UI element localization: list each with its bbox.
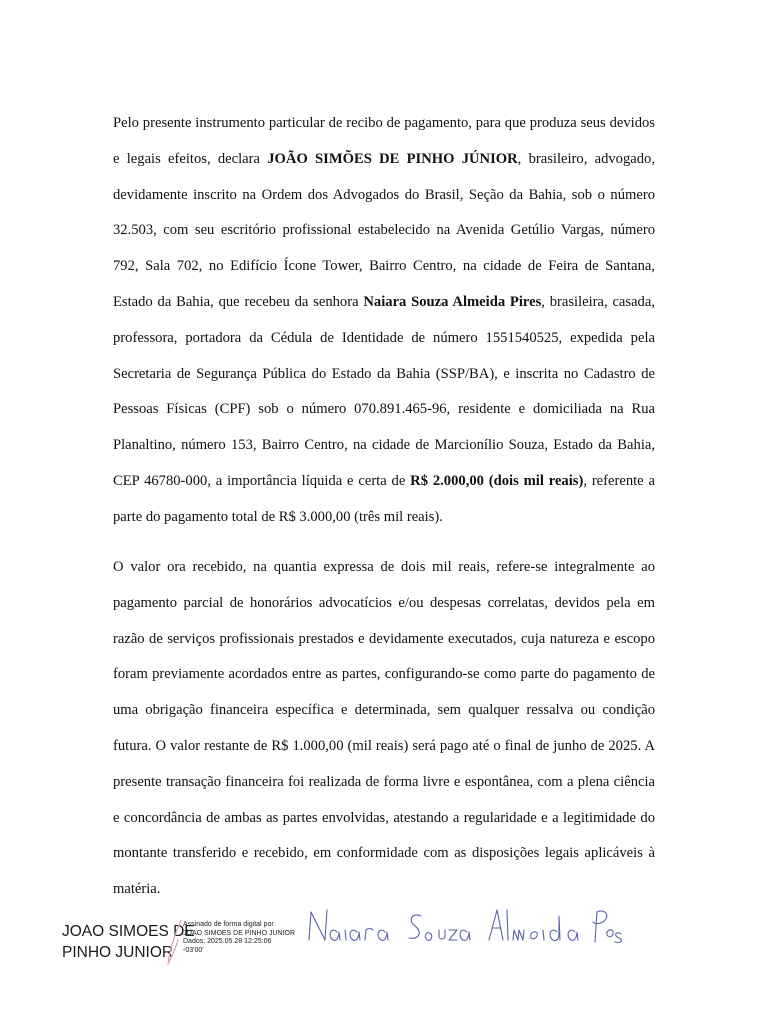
digital-signature-block bbox=[62, 918, 322, 968]
signature-detail-line-1: Assinado de forma digital por bbox=[183, 921, 274, 928]
signature-detail-line-4: -03'00' bbox=[183, 946, 204, 954]
amount-received: R$ 2.000,00 (dois mil reais) bbox=[410, 472, 584, 489]
signer-name-line-2: PINHO JUNIOR bbox=[62, 944, 174, 961]
signature-detail-line-2: JOAO SIMOES DE PINHO JUNIOR bbox=[183, 929, 296, 937]
p1-text-g: , referente a parte do pagamento total de R$ 3.000,00 (três mil reais). bbox=[113, 472, 655, 525]
p1-text-e: , brasileira, casada, professora, portadora da Cédula de Identidade de número 1551540525, expedida pela Secretaria de Segurança Pública do Estado da Bahia (SSP/BA), e inscrita no Cadastro de Pessoas Físicas (CPF) sob o número 070.891.465-96, residente e domiciliada na Rua Planaltino, número 153, Bairro Centro, na cidade de Marcionílio Souza, Estado da Bahia, CEP 46780-000, a importância líquida e certa de bbox=[113, 293, 655, 489]
receipt-paragraph-1 bbox=[113, 106, 655, 536]
handwritten-signature bbox=[303, 900, 633, 960]
receipt-paragraph-2: O valor ora recebido, na quantia expressa de dois mil reais, refere-se integralmente ao pagamento parcial de honorários advocatícios e/ou despesas correlatas, devidos pela em razão de serviços profissionais prestados e devidamente executados, cuja natureza e escopo foram previamente acordados entre as partes, configurando-se como parte do pagamento de uma obrigação financeira específica e determinada, sem qualquer ressalva ou condição futura. O valor restante de R$ 1.000,00 (mil reais) será pago até o final de junho de 2025. A presente transação financeira foi realizada de forma livre e espontânea, com a plena ciência e concordância de ambas as partes envolvidas, atestando a regularidade e a legitimidade do montante transferido e recebido, em conformidade com as disposições legais aplicáveis à matéria. bbox=[113, 559, 655, 898]
signer-name-line-1: JOAO SIMOES DE bbox=[62, 923, 195, 940]
payer-name: Naiara Souza Almeida Pires bbox=[363, 293, 542, 310]
signature-detail-line-3: Dados: 2025.05.28 12:25:06 bbox=[183, 938, 272, 945]
p1-text-c: , brasileiro, advogado, devidamente inscrito na Ordem dos Advogados do Brasil, Seção da Bahia, sob o número 32.503, com seu escritório profissional estabelecido na Avenida Getúlio Vargas, número 792, Sala 702, no Edifício Ícone Tower, Bairro Centro, na cidade de Feira de Santana, Estado da Bahia, que recebeu da senhora bbox=[113, 150, 655, 310]
p1-text-a: Pelo presente instrumento particular de recibo de pagamento, para que produza seus devidos e legais efeitos, declara bbox=[113, 115, 655, 167]
lawyer-name: JOÃO SIMÕES DE PINHO JÚNIOR bbox=[267, 150, 518, 167]
signature-details bbox=[183, 921, 295, 955]
